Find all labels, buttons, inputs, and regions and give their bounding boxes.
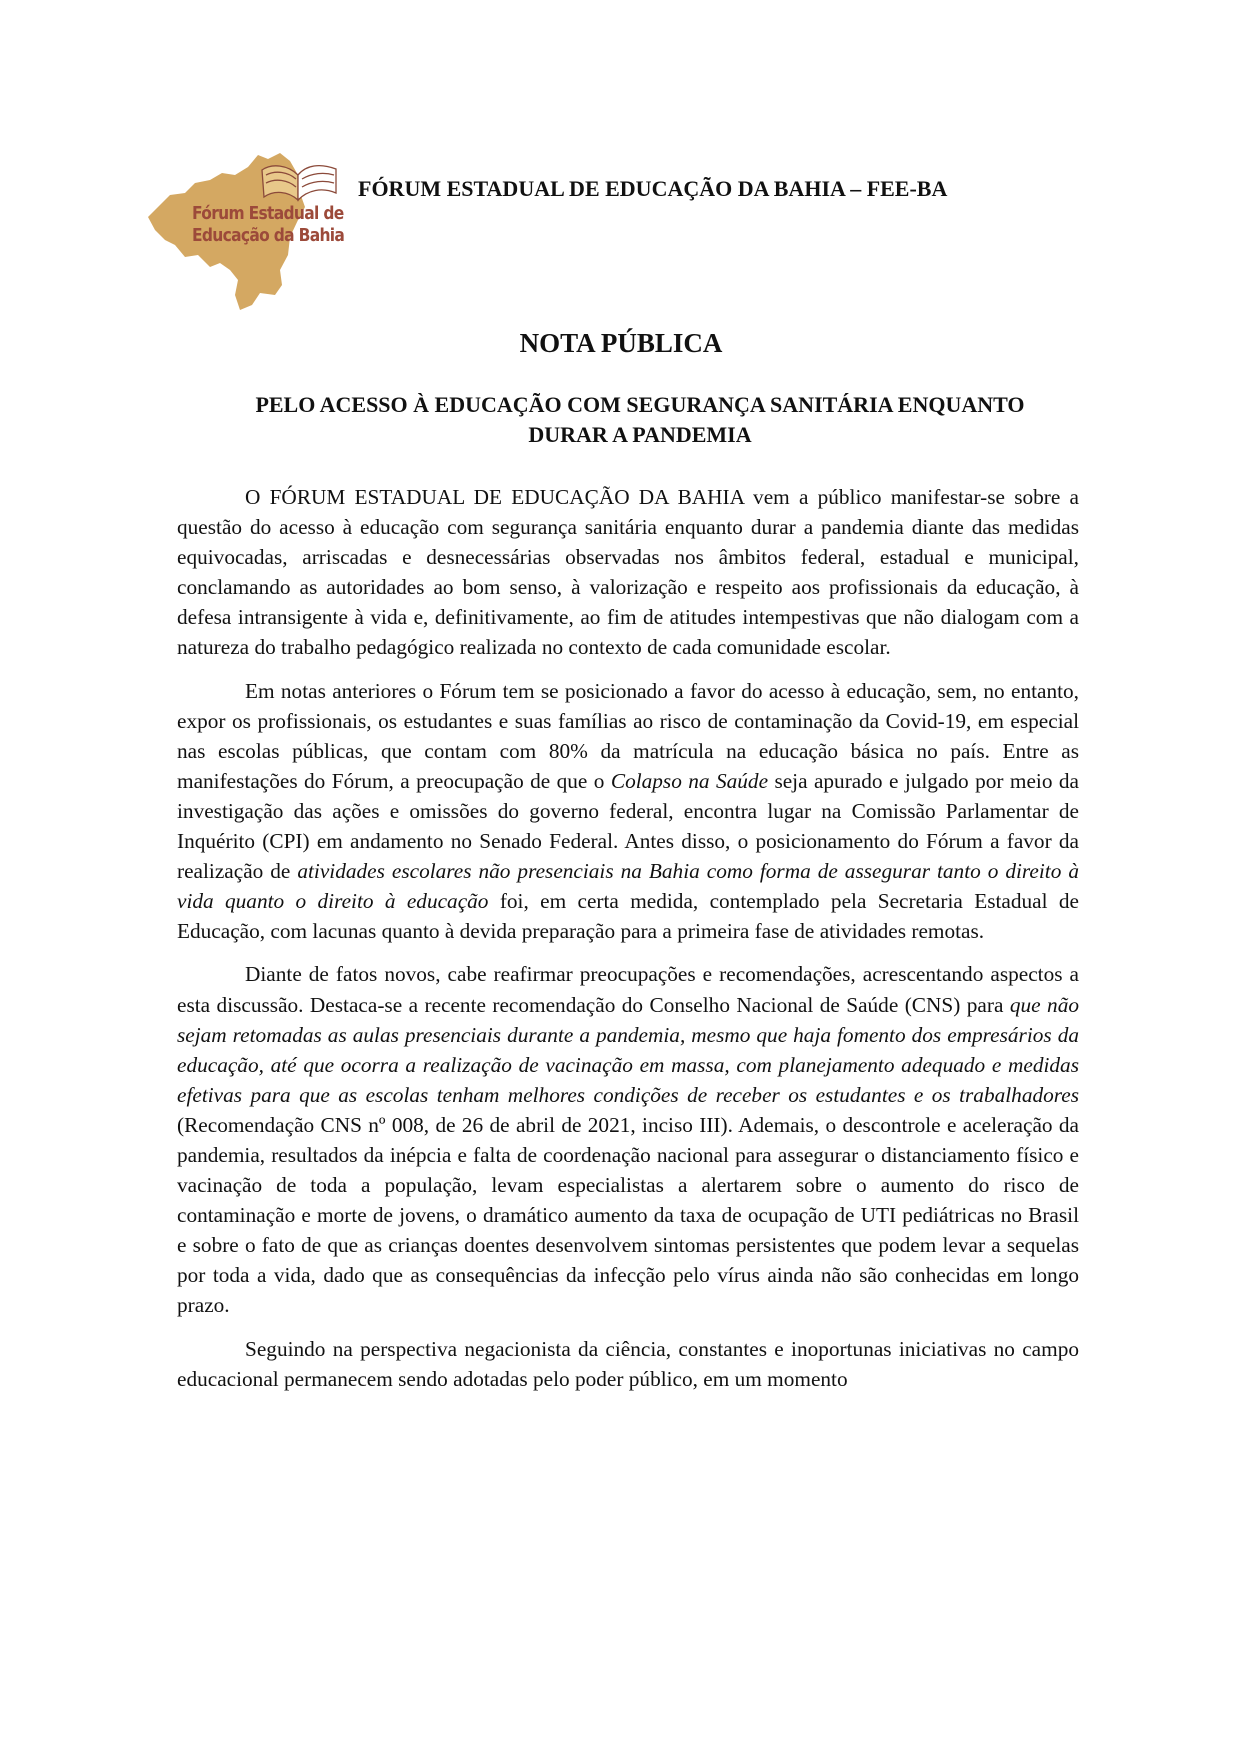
paragraph-1 <box>177 482 1079 663</box>
paragraph-4-text: Seguindo na perspectiva negacionista da ciência, constantes e inoportunas iniciativas no campo educacional permanecem sendo adotadas pelo poder público, em um momento <box>177 1336 1079 1391</box>
paragraph-1-text: O FÓRUM ESTADUAL DE EDUCAÇÃO DA BAHIA vem a público manifestar-se sobre a questão do acesso à educação com segurança sanitária enquanto durar a pandemia diante das medidas equivocadas, arriscadas e desnecessárias observadas nos âmbitos federal, estadual e municipal, conclamando as autoridades ao bom senso, à valorização e respeito aos profissionais da educação, à defesa intransigente à vida e, definitivamente, ao fim de atitudes intempestivas que não dialogam com a natureza do trabalho pedagógico realizada no contexto de cada comunidade escolar. <box>177 485 1079 660</box>
paragraph-2-italic-colapso: Colapso na Saúde <box>610 768 769 793</box>
paragraph-4 <box>177 1334 1079 1394</box>
logo-line-2: Educação da Bahia <box>192 225 345 246</box>
paragraph-3-italic-recommendation: que não sejam retomadas as aulas presenciais durante a pandemia, mesmo que haja fomento dos empresários da educação, até que ocorra a realização de vacinação em massa, com planejamento adequado e medidas efetivas para que as escolas tenham melhores condições de receber os estudantes e os trabalhadores <box>177 992 1079 1107</box>
paragraph-2-text-c: seja apurado e julgado por meio da investigação das ações e omissões do governo federal, encontra lugar na Comissão Parlamentar de Inquérito (CPI) em andamento no Senado Federal. Antes disso, o posicionamento do Fórum a favor da realização de <box>177 768 1079 884</box>
document-title: NOTA PÚBLICA <box>519 328 723 358</box>
paragraph-3-text-c: (Recomendação CNS nº 008, de 26 de abril de 2021, inciso III). Ademais, o descontrole e aceleração da pandemia, resultados da inépcia e falta de coordenação nacional para assegurar o distanciamento físico e vacinação de toda a população, levam especialistas a alertarem sobre o aumento do risco de contaminação e morte de jovens, o dramático aumento da taxa de ocupação de UTI pediátricas no Brasil e sobre o fato de que as crianças doentes desenvolvem sintomas persistentes que podem levar a sequelas por toda a vida, dado que as consequências da infecção pelo vírus ainda não são conhecidas em longo prazo. <box>177 1112 1079 1318</box>
logo-text <box>192 203 345 247</box>
subtitle-line-1: PELO ACESSO À EDUCAÇÃO COM SEGURANÇA SANITÁRIA ENQUANTO <box>255 392 1025 417</box>
paragraph-2-italic-atividades: atividades escolares não presenciais na Bahia como forma de assegurar tanto o direito à vida quanto o direito à educação <box>177 859 1079 914</box>
logo-line-1: Fórum Estadual de <box>192 203 344 224</box>
organization-title: FÓRUM ESTADUAL DE EDUCAÇÃO DA BAHIA – FEE-BA <box>358 176 948 201</box>
subtitle-line-2: DURAR A PANDEMIA <box>528 422 752 447</box>
paragraph-2-text-e: foi, em certa medida, contemplado pela Secretaria Estadual de Educação, com lacunas quanto à devida preparação para a primeira fase de atividades remotas. <box>177 889 1080 944</box>
document-subtitle <box>190 390 1090 450</box>
paragraph-2-text-a: Em notas anteriores o Fórum tem se posicionado a favor do acesso à educação, sem, no entanto, expor os profissionais, os estudantes e suas famílias ao risco de contaminação da Covid-19, em especial nas escolas públicas, que contam com 80% da matrícula na educação básica no país. Entre as manifestações do Fórum, a preocupação de que o <box>177 678 1079 793</box>
document-body <box>177 482 1079 1407</box>
paragraph-2 <box>177 676 1079 947</box>
fee-ba-logo <box>140 145 345 315</box>
paragraph-3 <box>177 959 1079 1320</box>
paragraph-3-text-a: Diante de fatos novos, cabe reafirmar preocupações e recomendações, acrescentando aspectos a esta discussão. Destaca-se a recente recomendação do Conselho Nacional de Saúde (CNS) para <box>177 962 1079 1017</box>
